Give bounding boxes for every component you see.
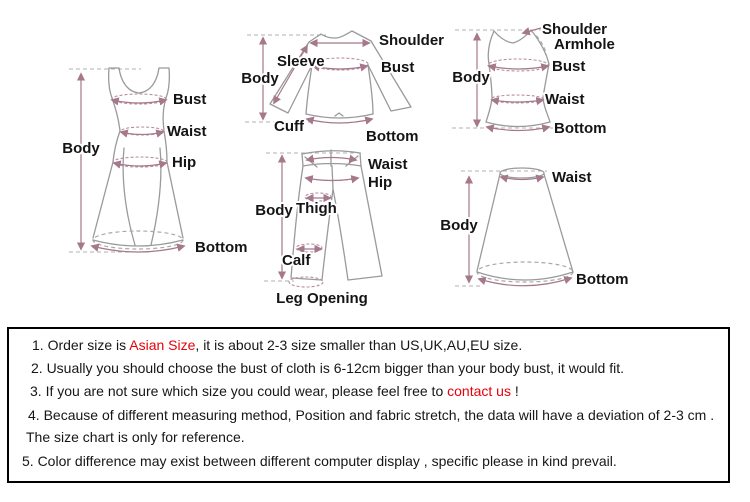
shirt-collar [309,31,371,42]
note-2-text: 2. Usually you should choose the bust of cloth is 6-12cm bigger than your body bust, it would fit. [31,360,624,376]
skirt-hem-ellipse [477,262,573,282]
dress-diagram [62,68,247,256]
sizing-notes-panel [7,327,730,483]
skirt-waist-label: Waist [552,169,592,186]
tank-outline [486,30,550,127]
shirt-right-sleeve [368,41,411,111]
note-3 [30,383,519,399]
dress-waist-label: Waist [167,123,207,140]
pants-calf-label: Calf [282,252,311,269]
skirt-bottom-label: Bottom [576,271,629,288]
pants-diagram [255,150,407,307]
shirt-bottom-arrow [307,119,372,123]
note-4 [28,407,714,423]
shirt-hem [306,113,373,118]
note-5-text: 5. Color difference may exist between different computer display , specific please in kind prevail. [22,453,617,469]
note-3-post: ! [510,383,519,399]
shirt-shoulder-label: Shoulder [379,32,445,49]
tank-top-diagram [452,21,615,137]
tank-bust-arrow [489,66,548,69]
note-1-post: , it is about 2-3 size smaller than US,UK,AU,EU size. [195,337,523,353]
tank-bottom-label: Bottom [554,120,607,137]
tank-waist-label: Waist [545,91,585,108]
skirt-diagram [440,168,628,288]
tank-shoulder-label: Shoulder [542,21,608,38]
shirt-sleeve-label: Sleeve [277,53,325,70]
skirt-waist-ellipse [500,168,544,178]
shirt-body-label: Body [241,70,279,87]
dress-bottom-label: Bottom [195,239,248,256]
tank-body-label: Body [452,69,490,86]
dress-skirt-seams [123,148,161,245]
dress-body-label: Body [62,140,100,157]
note-5 [22,453,617,469]
skirt-body-label: Body [440,217,478,234]
tank-waist-arrow [492,100,543,102]
pants-waist-label: Waist [368,156,408,173]
note-1-pre: 1. Order size is [32,337,130,353]
contact-us-link[interactable]: contact us [447,383,511,399]
shirt-torso [306,65,373,114]
note-4-text: 4. Because of different measuring method, Position and fabric stretch, the data will have a deviation of 2-3 cm . [28,407,715,423]
pants-thigh-label: Thigh [296,200,337,217]
skirt-sides [477,174,573,272]
dress-hem-curve [93,240,183,246]
pants-legopening-label: Leg Opening [276,290,368,307]
shirt-diagram [241,31,444,145]
shirt-cuff-label: Cuff [274,118,304,135]
dress-bust-label: Bust [173,91,207,108]
note-3-pre: 3. If you are not sure which size you could wear, please feel free to [30,383,448,399]
pants-hip-label: Hip [368,174,393,191]
pants-calf-line [296,244,322,252]
dress-bottom-arrow [92,246,184,252]
shirt-bust-label: Bust [381,59,415,76]
note-1 [32,337,522,353]
tank-bust-label: Bust [552,58,586,75]
note-4-continued [26,429,245,445]
dress-outline [93,68,183,238]
asian-size-highlight: Asian Size [129,337,196,353]
tank-armhole-label: Armhole [554,36,615,53]
note-4b-text: The size chart is only for reference. [26,429,245,445]
note-2 [31,360,624,376]
pants-body-label: Body [255,202,293,219]
shirt-bottom-label: Bottom [366,128,419,145]
dress-hip-label: Hip [172,154,197,171]
